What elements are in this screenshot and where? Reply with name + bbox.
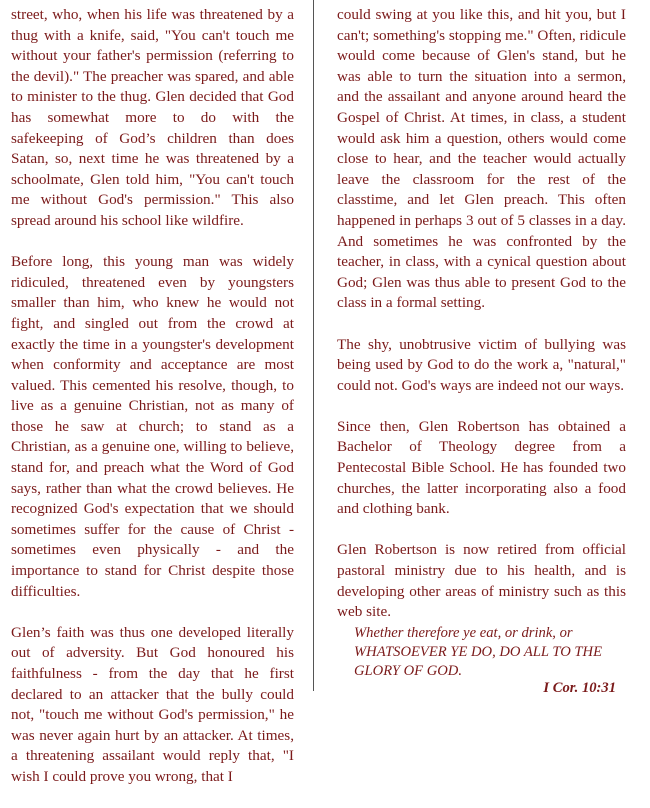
paragraph: street, who, when his life was threatened by a thug with a knife, said, "You can't touch me without your father's permission (referring to the devil)." The preacher was spared, and able to minister to the thug. Glen decided that God has somewhat more to do with the safekeeping of God’s children than does Satan, so, next time he was threatened by a schoolmate, Glen told him, "You can't touch me without God's permission." This also spread around his school like wildfire. [11, 6, 294, 229]
paragraph: Glen Robertson is now retired from official pastoral ministry due to his health, and is developing other areas of ministry such as this web site. [337, 541, 626, 621]
scripture-quote: Whether therefore ye eat, or drink, or WHATSOEVER YE DO, DO ALL TO THE GLORY OF GOD. [354, 625, 602, 679]
paragraph: Before long, this young man was widely ridiculed, threatened even by youngsters smaller than him, who knew he would not fight, and singled out from the crowd at exactly the time in a youngster's development when conformity and acceptance are most valued. This cemented his resolve, though, to live as a genuine Christian, not as many of those he saw at church; to stand as a Christian, as a genuine one, willing to believe, stand for, and preach what the Word of God says, rather than what the crowd believes. He recognized God's expectation that we should sometimes suffer for the cause of Christ - sometimes even physically - and the importance to stand for Christ despite those difficulties. [11, 253, 294, 600]
left-column [11, 5, 294, 808]
paragraph: Since then, Glen Robertson has obtained a Bachelor of Theology degree from a Pentecostal Bible School. He has founded two churches, the latter incorporating also a food and clothing bank. [337, 417, 626, 518]
right-column [337, 5, 626, 643]
paragraph: could swing at you like this, and hit you, but I can't; something's stopping me." Often, ridicule would come because of Glen's stand, but he was able to turn the situation into a sermon, and the assailant and anyone around heard the Gospel of Christ. At times, in class, a student would ask him a question, others would come close to hear, and the teacher would actually leave the classroom for the rest of the classtime, and let Glen preach. This often happened in perhaps 3 out of 5 classes in a day. And sometimes he was confronted by the teacher, in class, with a cynical question about God; Glen was thus able to present God to the class in a formal setting. [337, 6, 626, 312]
paragraph: Glen’s faith was thus one developed literally out of adversity. But God honoured his faithfulness - from the day that he first declared to an attacker that the bully could not, "touch me without God's permission," he was never again hurt by an attacker. At times, a threatening assailant would reply that, "I wish I could prove you wrong, that I [11, 623, 294, 785]
scripture-reference: I Cor. 10:31 [543, 680, 616, 696]
paragraph: The shy, unobtrusive victim of bullying was being used by God to do the work a, "natural," could not. God's ways are indeed not our ways. [337, 335, 626, 394]
column-divider [313, 0, 314, 691]
